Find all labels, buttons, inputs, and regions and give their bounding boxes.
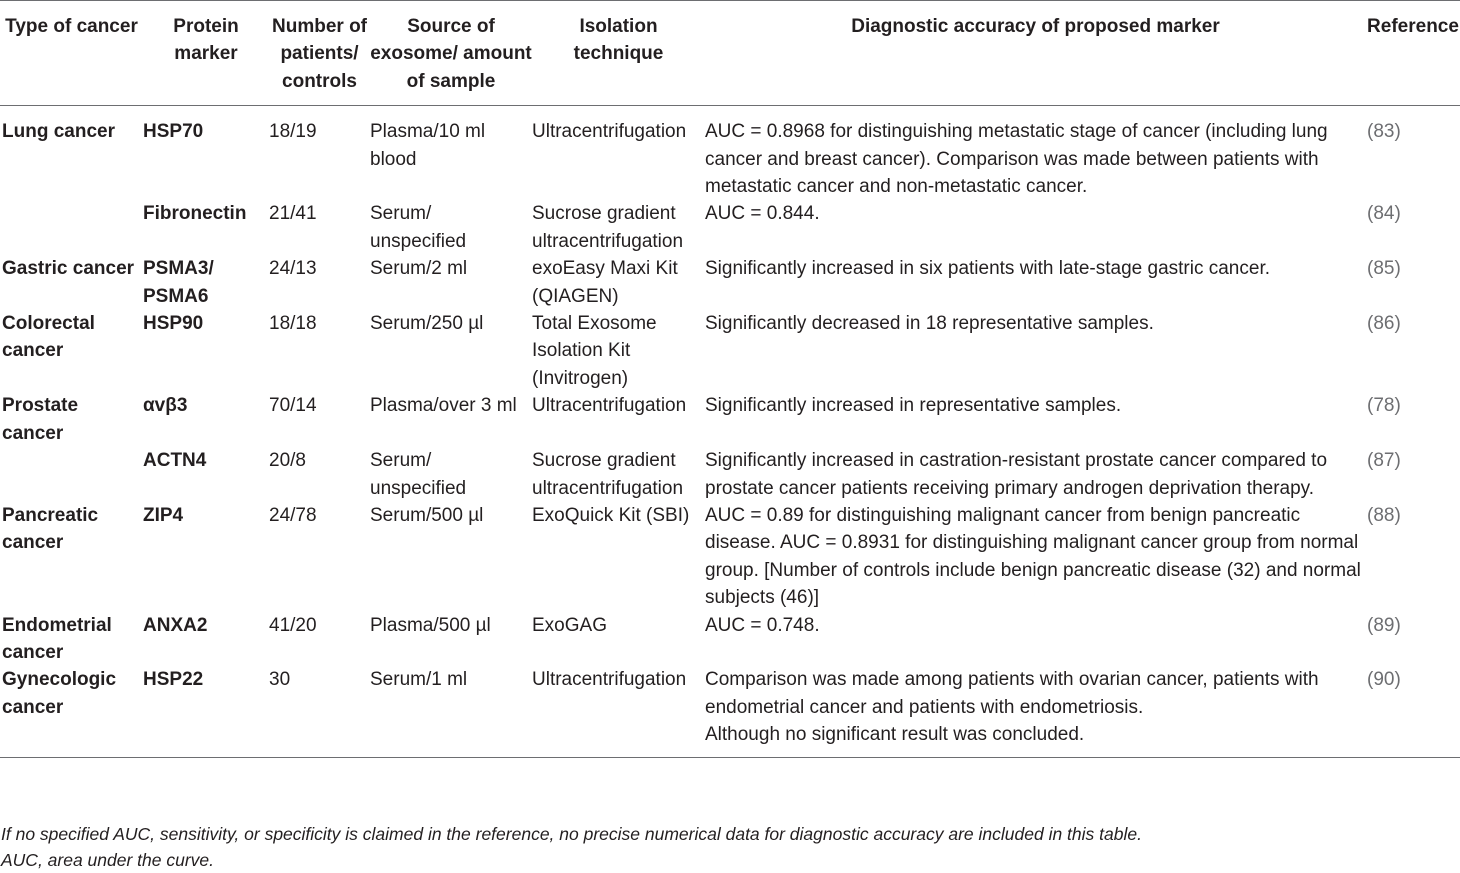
- cell-patients: 30: [269, 669, 291, 691]
- cell-patients: 18/19: [269, 121, 317, 143]
- header-number-of-patients: Number of patients/ controls: [272, 16, 367, 92]
- cell-source: Plasma/500 µl: [370, 614, 491, 636]
- table-row: [0, 200, 1460, 255]
- cell-marker: Fibronectin: [143, 203, 247, 225]
- cell-cancer: Lung cancer: [2, 121, 115, 143]
- cell-marker: HSP90: [143, 313, 204, 335]
- cell-cancer: Pancreatic cancer: [2, 504, 99, 554]
- cell-patients: 18/18: [269, 313, 317, 335]
- header-diagnostic-accuracy: Diagnostic accuracy of proposed marker: [851, 16, 1220, 37]
- cell-accuracy: AUC = 0.844.: [705, 203, 820, 225]
- cell-source: Plasma/over 3 ml: [370, 395, 517, 417]
- cell-patients: 20/8: [269, 450, 306, 472]
- cell-source: Serum/500 µl: [370, 504, 484, 526]
- cell-cancer: Prostate cancer: [2, 395, 79, 444]
- table-body: [0, 106, 1460, 757]
- cell-accuracy: AUC = 0.748.: [705, 614, 820, 636]
- cell-reference-link[interactable]: (84): [1367, 203, 1401, 225]
- cell-cancer: [0, 200, 143, 255]
- cell-reference-link[interactable]: (88): [1367, 504, 1401, 526]
- cell-source: Plasma/10 ml blood: [370, 121, 486, 170]
- cell-marker: αvβ3: [143, 395, 188, 417]
- table-row: [0, 255, 1460, 310]
- cell-reference-link[interactable]: (89): [1367, 614, 1401, 636]
- cell-cancer: Colorectal cancer: [2, 313, 95, 362]
- cell-isolation: ExoQuick Kit (SBI): [532, 504, 690, 526]
- cell-reference-link[interactable]: (83): [1367, 121, 1401, 143]
- table-row: [0, 612, 1460, 667]
- cell-isolation: Ultracentrifugation: [532, 395, 687, 417]
- cell-source: Serum/250 µl: [370, 313, 484, 335]
- cell-cancer: Gynecologic cancer: [2, 669, 117, 718]
- cell-patients: 24/78: [269, 504, 317, 526]
- cell-marker: ANXA2: [143, 614, 208, 636]
- cell-marker: PSMA3/ PSMA6: [143, 258, 214, 307]
- header-source-of-exosome: Source of exosome/ amount of sample: [370, 16, 532, 92]
- cell-patients: 24/13: [269, 258, 317, 280]
- cell-marker: HSP70: [143, 121, 204, 143]
- cell-isolation: Total Exosome Isolation Kit (Invitrogen): [532, 313, 657, 389]
- cell-reference-link[interactable]: (78): [1367, 395, 1401, 417]
- header-isolation-technique: Isolation technique: [573, 16, 664, 65]
- accuracy-extra-text: Although no significant result was concluded.: [705, 724, 1085, 746]
- cell-isolation: Sucrose gradient ultracentrifugation: [532, 203, 684, 252]
- cell-reference-link[interactable]: (85): [1367, 258, 1401, 280]
- cell-source: Serum/ unspecified: [370, 203, 467, 252]
- cell-marker: ZIP4: [143, 504, 184, 526]
- cell-cancer: Gastric cancer: [2, 258, 135, 280]
- cell-reference-link[interactable]: (86): [1367, 313, 1401, 335]
- cell-source: Serum/ unspecified: [370, 450, 467, 499]
- cell-isolation: Ultracentrifugation: [532, 669, 687, 691]
- cell-accuracy: AUC = 0.8968 for distinguishing metastatic stage of cancer (including lung cancer and breast cancer). Comparison was made between patients with metastatic cancer and non-metastatic cancer.: [705, 121, 1328, 198]
- table-row: [0, 392, 1460, 447]
- table-row: [0, 106, 1460, 201]
- cell-marker: HSP22: [143, 669, 204, 691]
- table-row: [0, 666, 1460, 757]
- cell-isolation: Sucrose gradient ultracentrifugation: [532, 450, 684, 499]
- cell-accuracy: Significantly increased in castration-resistant prostate cancer compared to prostate cancer patients receiving primary androgen deprivation therapy.: [705, 450, 1328, 499]
- cell-source: Serum/1 ml: [370, 669, 468, 691]
- table-header: [0, 1, 1460, 106]
- cell-accuracy: Significantly decreased in 18 representative samples.: [705, 313, 1154, 335]
- table-row: [0, 502, 1460, 612]
- cell-reference-link[interactable]: (90): [1367, 669, 1401, 691]
- footnote-auc-note: If no specified AUC, sensitivity, or specificity is claimed in the reference, no precise numerical data for diagnostic accuracy are included in this table.: [1, 824, 1142, 844]
- cell-accuracy: AUC = 0.89 for distinguishing malignant cancer from benign pancreatic disease. AUC = 0.8931 for distinguishing malignant cancer group from normal group. [Number of controls include benign pancreatic disease (32) and normal subjects (46)]: [705, 504, 1361, 609]
- cell-isolation: exoEasy Maxi Kit (QIAGEN): [532, 258, 678, 307]
- cell-source: Serum/2 ml: [370, 258, 468, 280]
- header-protein-marker: Protein marker: [173, 16, 239, 65]
- cell-cancer: [0, 447, 143, 502]
- cell-accuracy: Significantly increased in six patients with late-stage gastric cancer.: [705, 258, 1270, 280]
- table-row: [0, 447, 1460, 502]
- table-row: [0, 310, 1460, 392]
- cell-accuracy: Significantly increased in representative samples.: [705, 395, 1122, 417]
- cell-isolation: ExoGAG: [532, 614, 607, 636]
- cell-reference-link[interactable]: (87): [1367, 450, 1401, 472]
- header-row: [0, 1, 1460, 106]
- cell-accuracy: [705, 666, 1366, 757]
- header-reference: Reference: [1367, 16, 1459, 37]
- cell-isolation: Ultracentrifugation: [532, 121, 687, 143]
- footnote-abbreviation: AUC, area under the curve.: [1, 850, 215, 870]
- cell-patients: 70/14: [269, 395, 317, 417]
- cell-marker: ACTN4: [143, 450, 207, 472]
- cell-patients: 41/20: [269, 614, 317, 636]
- cell-patients: 21/41: [269, 203, 317, 225]
- header-type-of-cancer: Type of cancer: [5, 16, 138, 37]
- accuracy-text: Comparison was made among patients with ovarian cancer, patients with endometrial cancer and patients with endometriosis.: [705, 669, 1319, 718]
- table-footnotes: [1, 821, 1142, 873]
- cell-cancer: Endometrial cancer: [2, 614, 112, 663]
